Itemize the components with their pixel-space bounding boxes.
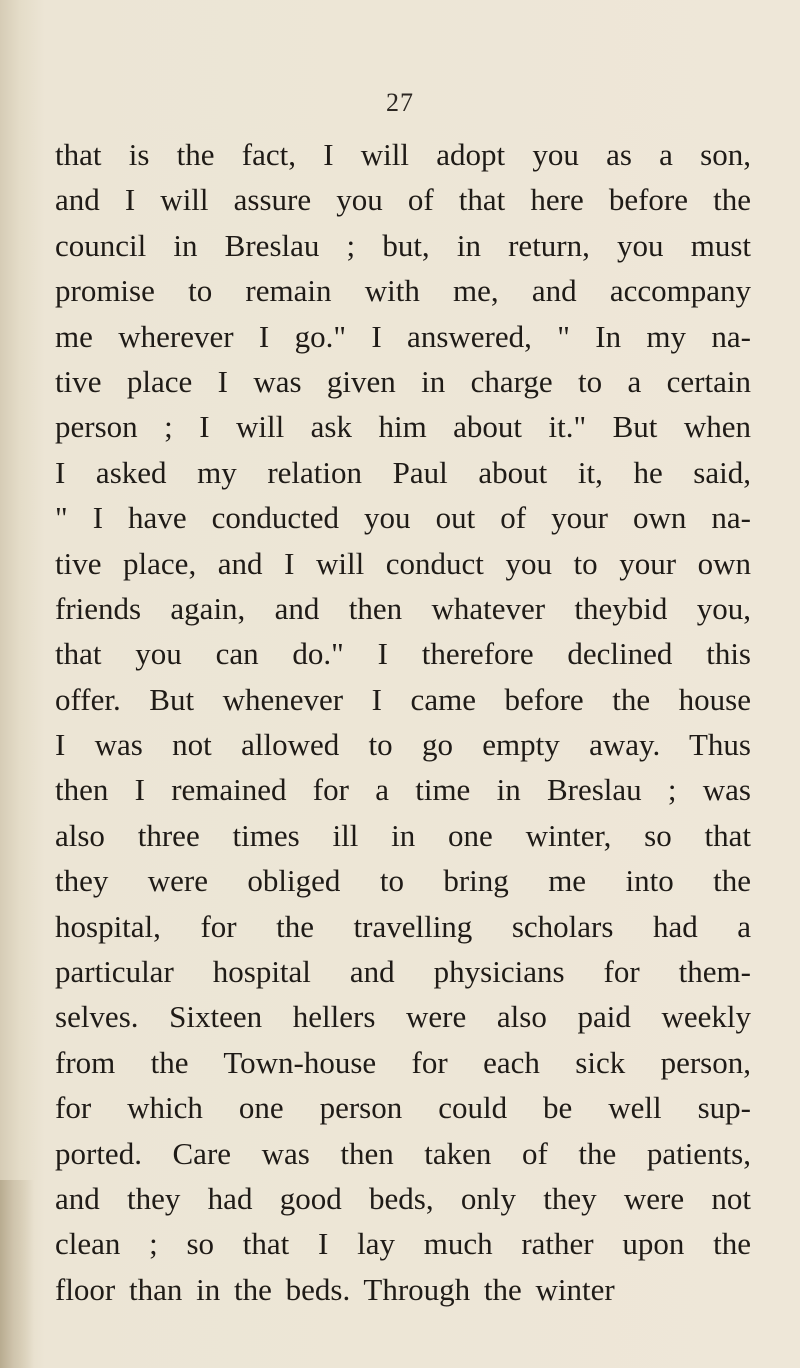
text-line: and I will assure you of that here before the: [55, 182, 751, 218]
text-line: and they had good beds, only they were not: [55, 1180, 751, 1216]
text-line: I asked my relation Paul about it, he said,: [55, 454, 751, 490]
text-line: that is the fact, I will adopt you as a son,: [55, 137, 751, 172]
text-line: then I remained for a time in Breslau ; was: [55, 772, 751, 808]
text-line: selves. Sixteen hellers were also paid weekly: [55, 999, 751, 1035]
text-line: from the Town-house for each sick person,: [55, 1044, 751, 1080]
text-line: offer. But whenever I came before the house: [55, 681, 751, 717]
page-number: 27: [386, 88, 414, 117]
text-line: tive place, and I will conduct you to your own: [55, 545, 751, 581]
text-line: also three times ill in one winter, so that: [55, 817, 751, 853]
text-line: for which one person could be well sup-: [55, 1090, 751, 1126]
text-line: me wherever I go." I answered, " In my na-: [55, 318, 751, 354]
text-line: " I have conducted you out of your own na-: [55, 500, 751, 536]
text-line: clean ; so that I lay much rather upon the: [55, 1226, 751, 1262]
text-line: friends again, and then whatever theybid you,: [55, 590, 751, 626]
text-line: they were obliged to bring me into the: [55, 863, 751, 899]
text-line: person ; I will ask him about it." But when: [55, 409, 751, 445]
text-line: ported. Care was then taken of the patients,: [55, 1135, 751, 1171]
text-line: tive place I was given in charge to a certain: [55, 363, 751, 399]
text-line: I was not allowed to go empty away. Thus: [55, 727, 751, 763]
text-line: particular hospital and physicians for them-: [55, 954, 751, 990]
text-line: that you can do." I therefore declined this: [55, 636, 751, 672]
text-line: floor than in the beds. Through the winter: [55, 1271, 615, 1307]
body-text: [55, 132, 751, 1312]
text-line: promise to remain with me, and accompany: [55, 273, 751, 309]
page-edge-shadow: [0, 1180, 34, 1368]
text-line: council in Breslau ; but, in return, you must: [55, 227, 751, 263]
text-line: hospital, for the travelling scholars had a: [55, 908, 751, 944]
